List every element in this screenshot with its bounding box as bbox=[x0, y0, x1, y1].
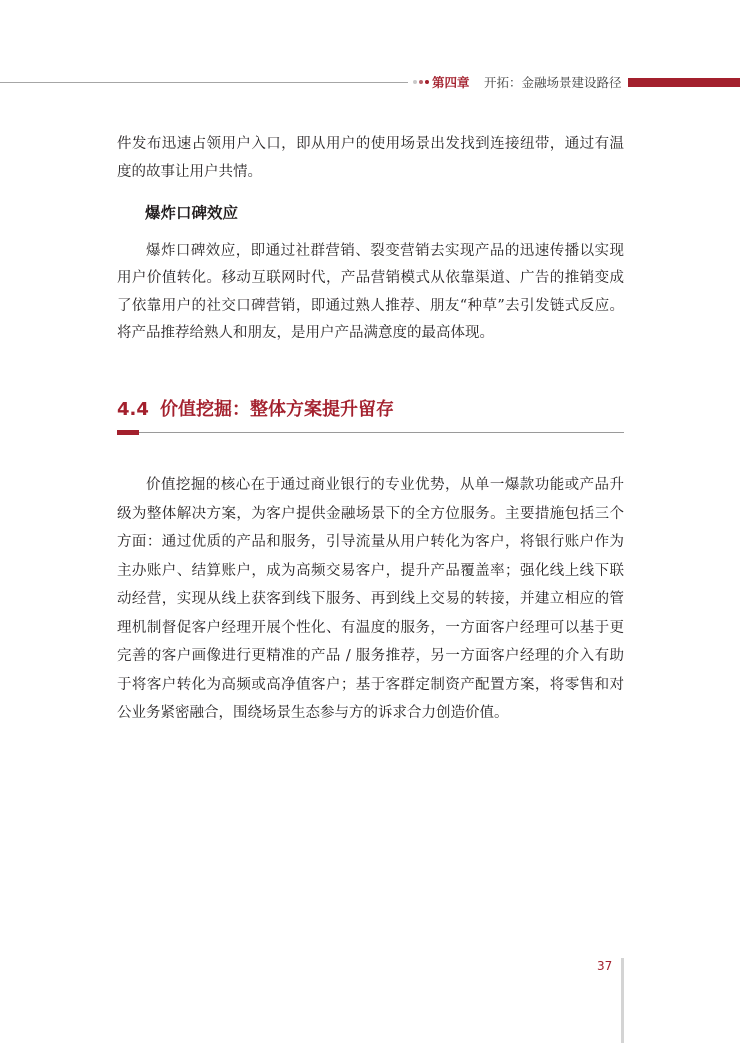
paragraph-line: 件发布迅速占领用户入口，即从用户的使用场景出发找到连接纽带，通过有温 bbox=[117, 136, 624, 152]
page-number: 37 bbox=[597, 959, 613, 973]
paragraph-line: 方面：通过优质的产品和服务，引导流量从用户转化为客户，将银行账户作为 bbox=[117, 534, 624, 550]
section-accent-mark bbox=[117, 430, 139, 435]
word-of-mouth-paragraph bbox=[117, 238, 624, 347]
paragraph-line: 理机制督促客户经理开展个性化、有温度的服务，一方面客户经理可以基于更 bbox=[117, 619, 624, 636]
section-rule bbox=[117, 432, 624, 433]
chapter-label: 第四章 bbox=[432, 75, 470, 90]
paragraph-line: 主办账户、结算账户，成为高频交易客户，提升产品覆盖率；强化线上线下联 bbox=[117, 562, 624, 579]
paragraph-line: 动经营，实现从线上获客到线下服务、再到线上交易的转接，并建立相应的管 bbox=[117, 591, 624, 607]
paragraph-line: 用户价值转化。移动互联网时代，产品营销模式从依靠渠道、广告的推销变成 bbox=[117, 270, 624, 287]
header-dot-icon bbox=[425, 80, 429, 84]
section-title: 价值挖掘：整体方案提升留存 bbox=[160, 399, 394, 420]
subheading: 爆炸口碑效应 bbox=[145, 204, 239, 222]
paragraph-line: 级为整体解决方案，为客户提供金融场景下的全方位服务。主要措施包括三个 bbox=[117, 505, 624, 522]
paragraph-line: 于将客户转化为高频或高净值客户；基于客群定制资产配置方案，将零售和对 bbox=[117, 676, 624, 693]
paragraph-line: 价值挖掘的核心在于通过商业银行的专业优势，从单一爆款功能或产品升 bbox=[146, 477, 624, 493]
header-accent-bar bbox=[628, 78, 740, 87]
paragraph-line: 完善的客户画像进行更精准的产品 / 服务推荐，另一方面客户经理的介入有助 bbox=[117, 648, 624, 664]
paragraph-line: 度的故事让用户共情。 bbox=[117, 163, 262, 180]
continuation-paragraph bbox=[117, 131, 624, 186]
paragraph-line: 公业务紧密融合，围绕场景生态参与方的诉求合力创造价值。 bbox=[117, 705, 509, 721]
section-number: 4.4 bbox=[117, 399, 149, 420]
header-dot-icon bbox=[419, 80, 423, 84]
paragraph-line: 了依靠用户的社交口碑营销，即通过熟人推荐、朋友“种草”去引发链式反应。 bbox=[117, 297, 624, 314]
footer-rule bbox=[621, 958, 624, 1043]
value-mining-paragraph bbox=[117, 471, 624, 728]
chapter-title: 开拓：金融场景建设路径 bbox=[484, 75, 622, 90]
header-rule bbox=[0, 82, 408, 83]
paragraph-line: 爆炸口碑效应，即通过社群营销、裂变营销去实现产品的迅速传播以实现 bbox=[146, 243, 624, 259]
header-dot-icon bbox=[413, 80, 417, 84]
paragraph-line: 将产品推荐给熟人和朋友，是用户产品满意度的最高体现。 bbox=[117, 324, 494, 341]
